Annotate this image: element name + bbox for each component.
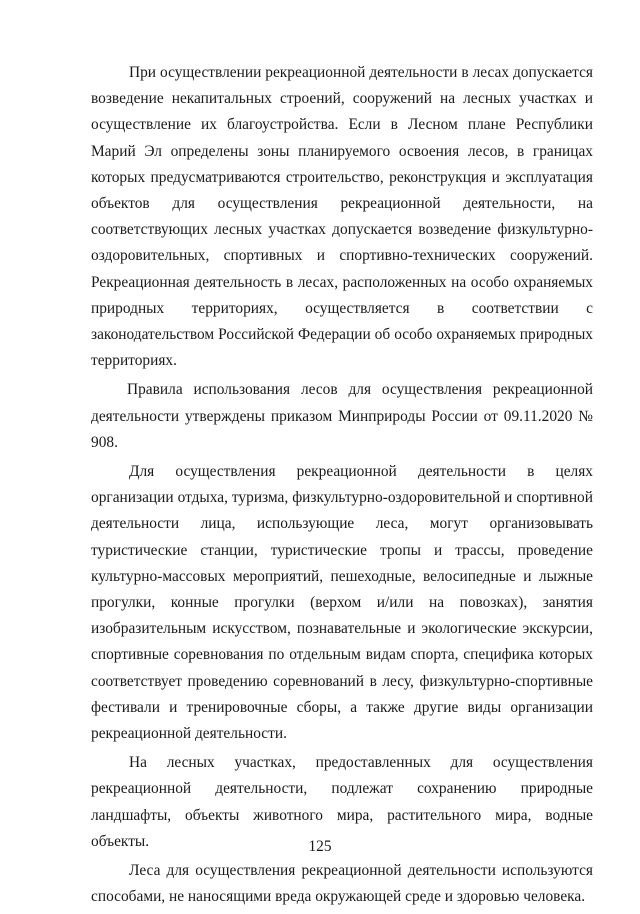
paragraph-recreation-structures: При осуществлении рекреационной деятельности в лесах допускается возведение некапитальных строений, сооружений на лесных участках и осуществление их благоустройства. Если в Лесном плане Республики Марий Эл определены зоны планируемого освоения лесов, в границах которых предусматриваются строительство, реконструкция и эксплуатация объектов для осуществления рекреационной деятельности, на соответствующих лесных участках допускается возведение физкультурно-оздоровительных, спортивных и спортивно-технических сооружений. Рекреационная деятельность в лесах, расположенных на особо охраняемых природных территориях, осуществляется в соответствии с законодательством Российской Федерации об особо охраняемых природных территориях. bbox=[91, 64, 593, 370]
page-number: 125 bbox=[308, 838, 332, 855]
paragraph-preservation: На лесных участках, предоставленных для осуществления рекреационной деятельности, подлежат сохранению природные ландшафты, объекты животного мира, растительного мира, водные объекты. bbox=[91, 754, 593, 850]
document-body bbox=[91, 60, 593, 914]
paragraph-rules-order: Правила использования лесов для осуществления рекреационной деятельности утверждены приказом Минприроды России от 09.11.2020 № 908. bbox=[91, 381, 593, 451]
paragraph-usage-methods: Леса для осуществления рекреационной деятельности используются способами, не наносящими вреда окружающей среде и здоровью человека. bbox=[91, 862, 593, 906]
paragraph-recreation-activities: Для осуществления рекреационной деятельности в целях организации отдыха, туризма, физкультурно-оздоровительной и спортивной деятельности лица, использующие леса, могут организовывать туристические станции, туристические тропы и трассы, проведение культурно-массовых мероприятий, пешеходные, велосипедные и лыжные прогулки, конные прогулки (верхом и/или на повозках), занятия изобразительным искусством, познавательные и экологические экскурсии, спортивные соревнования по отдельным видам спорта, специфика которых соответствует проведению соревнований в лесу, физкультурно-спортивные фестивали и тренировочные сборы, а также другие виды организации рекреационной деятельности. bbox=[91, 463, 593, 743]
